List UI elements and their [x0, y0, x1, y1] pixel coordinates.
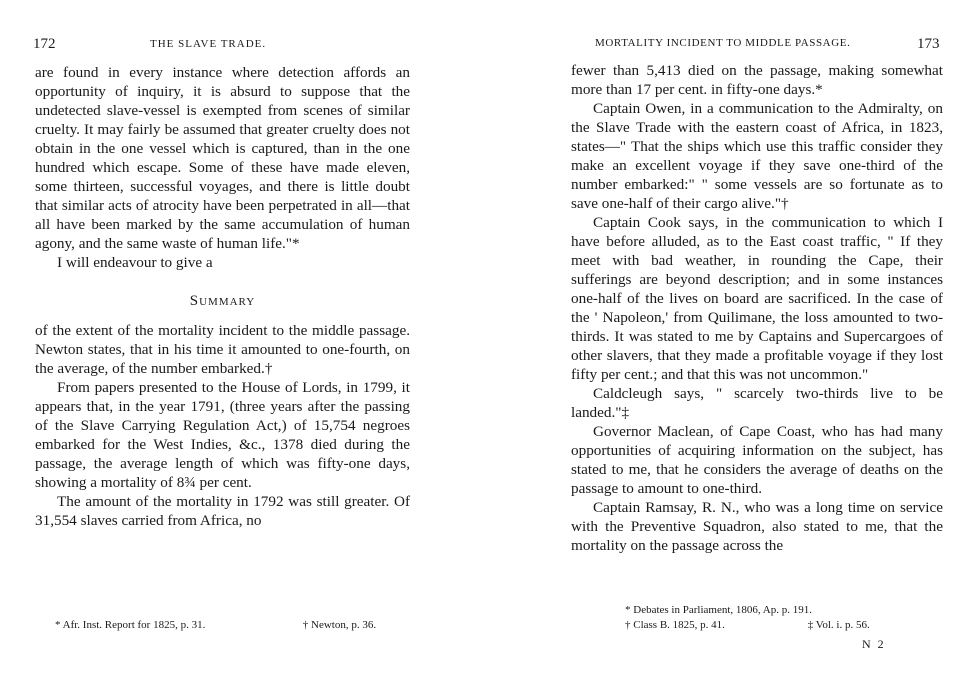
section-heading: Summary	[189, 293, 256, 309]
paragraph: of the extent of the mortality incident to the middle passage. Newton states, that in his time it amounted to one-fourth, on the average, of the number embarked.†	[35, 322, 410, 377]
footnote: † Newton, p. 36.	[302, 619, 377, 631]
paragraph: From papers presented to the House of Lords, in 1799, it appears that, in the year 1791, (three years after the passing of the Slave Carrying Regulation Act,) of 15,754 negroes embarked for the West Indies, &c., 1378 died during the passage, the average length of which was fifty-one days, showing a mortality of 8¾ per cent.	[35, 379, 410, 491]
paragraph: Captain Owen, in a communication to the Admiralty, on the Slave Trade with the eastern coast of Africa, in 1823, states—" That the ships which use this traffic consider they make an excellent voyage if they save one-third of the number embarked:" " some vessels are so fortunate as to save one-half of their cargo alive."†	[571, 100, 943, 212]
footnote: * Afr. Inst. Report for 1825, p. 31.	[55, 619, 206, 631]
footnote: ‡ Vol. i. p. 56.	[807, 619, 870, 631]
footnote: † Class B. 1825, p. 41.	[625, 619, 725, 631]
right-page	[540, 0, 980, 684]
paragraph: The amount of the mortality in 1792 was still greater. Of 31,554 slaves carried from Africa, no	[35, 493, 410, 529]
running-head-right: MORTALITY INCIDENT TO MIDDLE PASSAGE.	[595, 37, 851, 49]
paragraph: Captain Ramsay, R. N., who was a long time on service with the Preventive Squadron, also stated to me, that the mortality on the passage across the	[571, 499, 943, 554]
left-page	[0, 0, 470, 684]
footnote: * Debates in Parliament, 1806, Ap. p. 191.	[625, 604, 812, 616]
right-page-body	[571, 61, 943, 555]
paragraph: fewer than 5,413 died on the passage, making somewhat more than 17 per cent. in fifty-one days.*	[571, 62, 943, 98]
left-page-body	[35, 63, 410, 530]
paragraph: I will endeavour to give a	[57, 254, 213, 271]
paragraph: are found in every instance where detection affords an opportunity of inquiry, it is absurd to suppose that the undetected slave-vessel is exempted from scenes of similar cruelty. It may fairly be assumed that greater cruelty does not obtain in the one vessel which is captured, than in the one hundred which escape. Some of these have made eleven, some thirteen, successful voyages, and there is little doubt that similar acts of atrocity have been perpetrated in all—that all have been marked by the same accumulation of human agony, and the same waste of human life."*	[35, 64, 410, 252]
paragraph: Captain Cook says, in the communication to which I have before alluded, as to the East coast traffic, " If they meet with bad weather, in rounding the Cape, their sufferings are beyond description; and in some instances one-half of the lives on board are sacrificed. In the case of the ' Napoleon,' from Quilimane, the loss amounted to two-thirds. It was stated to me by Captains and Supercargoes of other slavers, that they made a profitable voyage if they lost fifty per cent.; and that this was not uncommon."	[571, 214, 943, 383]
paragraph: Caldcleugh says, " scarcely two-thirds live to be landed."‡	[571, 385, 943, 421]
signature-mark: N 2	[862, 637, 886, 651]
footnotes-right	[625, 603, 945, 633]
footnotes-left	[55, 618, 435, 633]
page-number-left: 172	[33, 36, 56, 52]
paragraph: Governor Maclean, of Cape Coast, who has had many opportunities of acquiring information on the subject, has stated to me, that he considers the average of deaths on the passage to amount to one-third.	[571, 423, 943, 497]
page-number-right: 173	[917, 36, 940, 52]
running-head-left: THE SLAVE TRADE.	[150, 38, 267, 50]
